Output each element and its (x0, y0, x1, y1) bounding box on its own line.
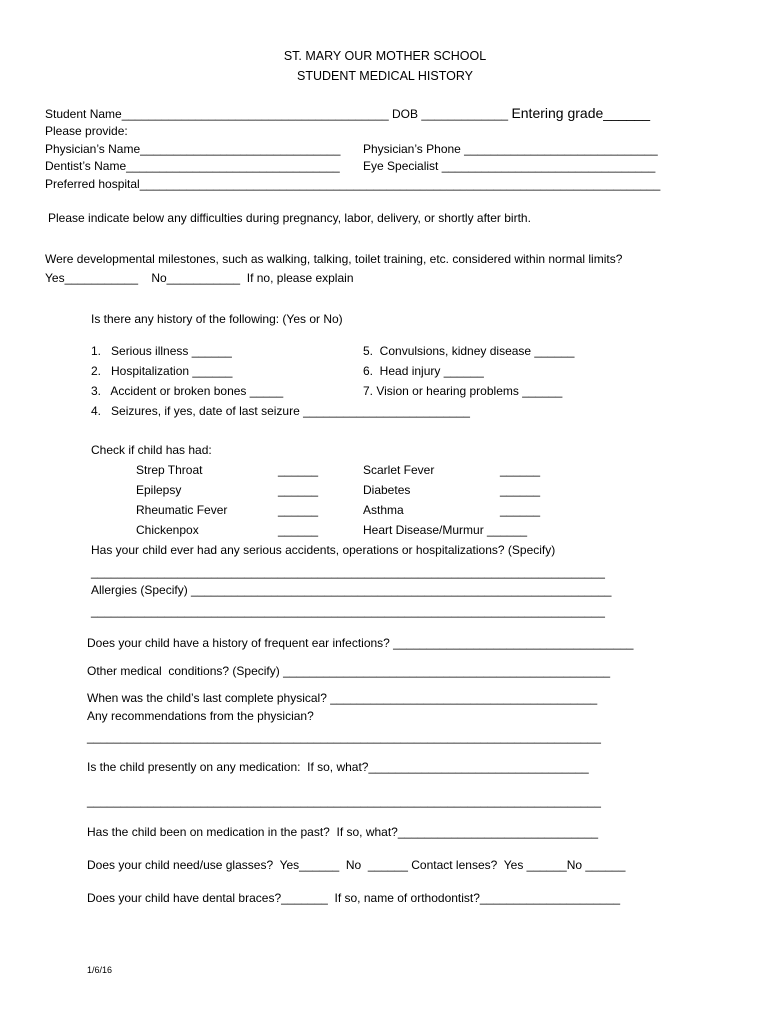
recommendations-question: Any recommendations from the physician? (87, 709, 314, 723)
condition-blank[interactable]: ______ (500, 463, 541, 477)
please-provide-label: Please provide: (45, 124, 128, 138)
condition-blank[interactable]: ______ (278, 483, 319, 497)
form-title: STUDENT MEDICAL HISTORY (297, 69, 473, 83)
recommendations-answer-line[interactable]: _____________________________________________________________________________ (87, 730, 601, 744)
physician-phone-field[interactable]: Physician’s Phone _____________________________ (363, 142, 658, 156)
condition-blank[interactable]: ______ (500, 483, 541, 497)
other-conditions-field[interactable]: Other medical conditions? (Specify) _________________________________________________ (87, 664, 611, 678)
condition-label: Rheumatic Fever (136, 503, 228, 517)
history-heading: Is there any history of the following: (Yes or No) (91, 312, 343, 326)
allergies-answer-line[interactable]: _____________________________________________________________________________ (91, 604, 605, 618)
milestones-yes-field[interactable]: Yes___________ (45, 271, 152, 285)
student-info-line (45, 105, 650, 122)
check-heading: Check if child has had: (91, 443, 212, 457)
condition-label: Epilepsy (136, 483, 182, 497)
history-item-1[interactable]: 1. Serious illness ______ (91, 344, 232, 358)
condition-label: Heart Disease/Murmur ______ (363, 523, 528, 537)
revision-date: 1/6/16 (87, 965, 113, 975)
condition-label: Diabetes (363, 483, 411, 497)
history-item-4[interactable]: 4. Seizures, if yes, date of last seizure _________________________ (91, 404, 470, 418)
ear-infections-field[interactable]: Does your child have a history of frequent ear infections? ____________________________________ (87, 636, 634, 650)
current-medication-field[interactable]: Is the child presently on any medication: If so, what?_________________________________ (87, 760, 589, 774)
condition-blank[interactable]: ______ (278, 523, 319, 537)
history-item-5[interactable]: 5. Convulsions, kidney disease ______ (363, 344, 575, 358)
serious-accidents-answer-line[interactable]: _____________________________________________________________________________ (91, 565, 605, 579)
condition-blank[interactable]: ______ (278, 463, 319, 477)
dob-field[interactable]: DOB _____________ (392, 107, 512, 121)
history-item-2[interactable]: 2. Hospitalization ______ (91, 364, 233, 378)
history-item-7[interactable]: 7. Vision or hearing problems ______ (363, 384, 563, 398)
allergies-field[interactable]: Allergies (Specify) _______________________________________________________________ (91, 583, 612, 597)
milestones-no-field[interactable]: No___________ (151, 271, 247, 285)
entering-grade-field[interactable]: Entering grade______ (511, 105, 650, 121)
dentist-name-field[interactable]: Dentist’s Name________________________________ (45, 159, 340, 173)
serious-accidents-question: Has your child ever had any serious accidents, operations or hospitalizations? (Specify) (91, 543, 556, 557)
milestones-question: Were developmental milestones, such as walking, talking, toilet training, etc. considered within normal limits? (45, 252, 623, 266)
eye-specialist-field[interactable]: Eye Specialist ________________________________ (363, 159, 656, 173)
condition-label: Asthma (363, 503, 404, 517)
history-item-6[interactable]: 6. Head injury ______ (363, 364, 484, 378)
milestones-answer-line (45, 270, 354, 286)
current-medication-answer-line[interactable]: _____________________________________________________________________________ (87, 794, 601, 808)
milestones-explain-label: If no, please explain (246, 271, 354, 285)
condition-blank[interactable]: ______ (500, 503, 541, 517)
student-name-field[interactable]: Student Name________________________________________ (45, 107, 392, 121)
dental-braces-field[interactable]: Does your child have dental braces?_______ If so, name of orthodontist?_____________________ (87, 891, 621, 905)
glasses-contacts-field[interactable]: Does your child need/use glasses? Yes______ No ______ Contact lenses? Yes ______No ______ (87, 858, 626, 872)
history-item-3[interactable]: 3. Accident or broken bones _____ (91, 384, 284, 398)
preferred-hospital-field[interactable]: Preferred hospital______________________________________________________________________________ (45, 177, 661, 191)
past-medication-field[interactable]: Has the child been on medication in the past? If so, what?______________________________ (87, 825, 599, 839)
physician-name-field[interactable]: Physician’s Name______________________________ (45, 142, 341, 156)
condition-label: Chickenpox (136, 523, 199, 537)
condition-blank[interactable]: ______ (278, 503, 319, 517)
condition-label: Scarlet Fever (363, 463, 435, 477)
pregnancy-difficulties-question: Please indicate below any difficulties during pregnancy, labor, delivery, or shortly after birth. (48, 211, 531, 225)
condition-label: Strep Throat (136, 463, 203, 477)
last-physical-field[interactable]: When was the child’s last complete physical? ________________________________________ (87, 691, 598, 705)
school-name: ST. MARY OUR MOTHER SCHOOL (283, 49, 487, 63)
